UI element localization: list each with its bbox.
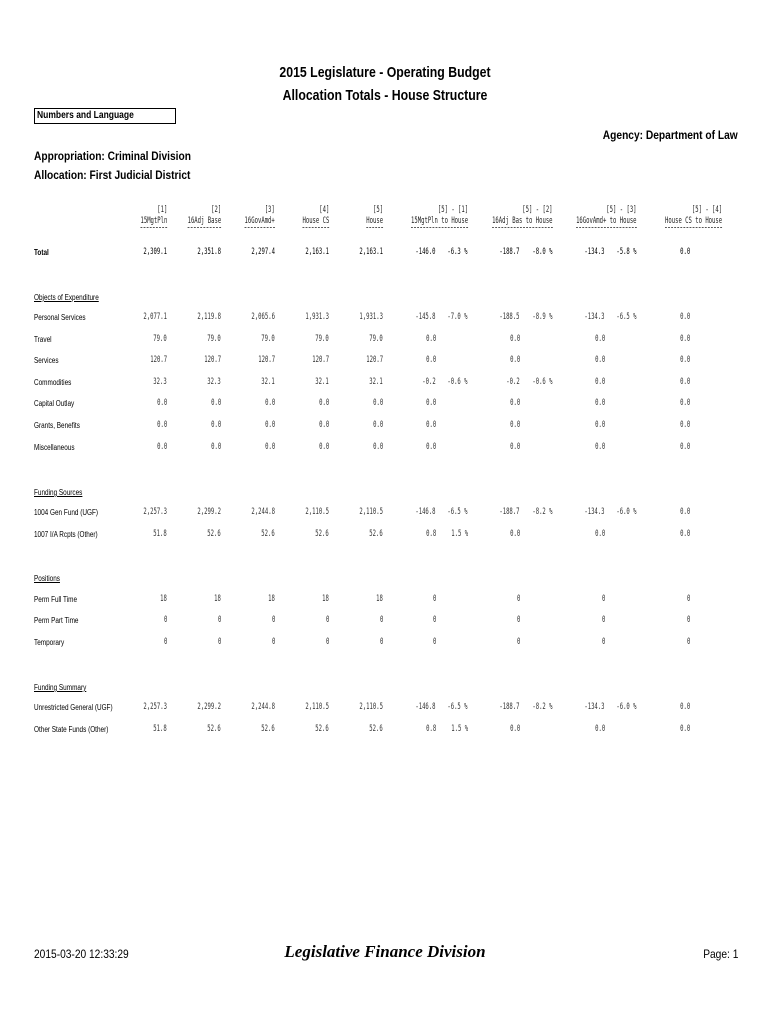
column-header: [665, 205, 722, 228]
cell-diff-pct: -8.2 %: [532, 507, 553, 517]
cell-diff: 0.0: [594, 377, 605, 387]
cell-value: 0.0: [156, 420, 167, 430]
cell-diff-pct: -0.6 %: [447, 377, 468, 387]
section-heading: Funding Summary: [34, 683, 87, 692]
cell-diff: 0: [432, 615, 436, 625]
cell-value: 2,257.3: [143, 507, 167, 517]
cell-diff: -145.8: [415, 312, 436, 322]
cell-value: 2,110.5: [359, 702, 383, 712]
column-header-label: 16Adj Base: [187, 216, 221, 226]
column-header: [366, 205, 383, 228]
cell-diff: 0: [601, 594, 605, 604]
cell-diff: 0.0: [594, 334, 605, 344]
cell-diff: 0: [686, 594, 690, 604]
cell-value: 32.3: [207, 377, 221, 387]
cell-diff-pct: -8.2 %: [532, 702, 553, 712]
row-label: Other State Funds (Other): [34, 725, 109, 734]
cell-value: 52.6: [369, 724, 383, 734]
cell-diff: 0.0: [509, 398, 520, 408]
cell-diff-pct: -8.9 %: [532, 312, 553, 322]
cell-value: 1,931.3: [359, 312, 383, 322]
row-label: Travel: [34, 335, 52, 344]
cell-value: 2,119.8: [197, 312, 221, 322]
row-label: Grants, Benefits: [34, 421, 80, 430]
column-header: [302, 205, 329, 228]
cell-diff: -188.7: [499, 507, 520, 517]
cell-diff: 0.0: [425, 420, 436, 430]
cell-value: 0: [217, 615, 221, 625]
row-label: Commodities: [34, 378, 72, 387]
cell-diff-pct: 1.5 %: [451, 724, 468, 734]
section-heading: Funding Sources: [34, 488, 83, 497]
cell-diff: 0.0: [679, 398, 690, 408]
cell-value: 18: [322, 594, 329, 604]
cell-value: 0.0: [372, 398, 383, 408]
cell-value: 79.0: [207, 334, 221, 344]
cell-diff: -134.3: [584, 247, 605, 257]
cell-value: 0.0: [318, 398, 329, 408]
section-heading: Positions: [34, 574, 60, 583]
cell-diff: 0.0: [425, 398, 436, 408]
column-header-number: [5] - [2]: [522, 205, 553, 215]
cell-value: 0.0: [372, 442, 383, 452]
cell-value: 2,065.6: [251, 312, 275, 322]
cell-value: 120.7: [150, 355, 167, 365]
cell-value: 0: [325, 637, 329, 647]
cell-value: 0: [379, 615, 383, 625]
cell-diff: 0.0: [679, 442, 690, 452]
cell-value: 0: [325, 615, 329, 625]
cell-diff: 0.0: [679, 724, 690, 734]
cell-diff: 0: [516, 594, 520, 604]
row-label: Miscellaneous: [34, 443, 75, 452]
cell-value: 0: [271, 615, 275, 625]
column-header-label: House: [366, 216, 383, 226]
column-header-number: [1]: [156, 205, 167, 215]
cell-value: 0.0: [264, 398, 275, 408]
cell-diff: 0.0: [594, 442, 605, 452]
cell-diff: 0: [601, 637, 605, 647]
cell-value: 1,931.3: [305, 312, 329, 322]
cell-value: 52.6: [207, 724, 221, 734]
cell-diff: 0: [686, 615, 690, 625]
cell-value: 32.1: [369, 377, 383, 387]
cell-diff: 0.0: [679, 247, 690, 257]
cell-diff: 0.0: [594, 724, 605, 734]
cell-diff-pct: -6.0 %: [616, 507, 637, 517]
cell-diff: 0.0: [509, 529, 520, 539]
cell-value: 18: [160, 594, 167, 604]
cell-value: 32.1: [315, 377, 329, 387]
cell-diff-pct: -5.8 %: [616, 247, 637, 257]
numbers-language-label: Numbers and Language: [37, 110, 134, 121]
cell-diff: -188.5: [499, 312, 520, 322]
column-header: [187, 205, 221, 228]
agency-label: Agency: Department of Law: [603, 128, 738, 142]
cell-diff: 0.0: [679, 355, 690, 365]
cell-value: 18: [214, 594, 221, 604]
cell-value: 0.0: [318, 442, 329, 452]
cell-value: 2,163.1: [359, 247, 383, 257]
cell-diff: -188.7: [499, 702, 520, 712]
cell-value: 2,244.8: [251, 507, 275, 517]
column-header: [411, 205, 468, 228]
cell-value: 0.0: [210, 420, 221, 430]
column-header: [493, 205, 553, 228]
cell-value: 52.6: [261, 724, 275, 734]
cell-diff-pct: -6.0 %: [616, 702, 637, 712]
cell-value: 0.0: [264, 442, 275, 452]
cell-diff: 0.0: [594, 529, 605, 539]
row-label: Perm Part Time: [34, 616, 79, 625]
column-header-number: [2]: [210, 205, 221, 215]
cell-value: 2,163.1: [305, 247, 329, 257]
cell-diff: -134.3: [584, 507, 605, 517]
cell-value: 52.6: [369, 529, 383, 539]
cell-value: 0: [163, 615, 167, 625]
column-header-number: [5] - [3]: [606, 205, 637, 215]
column-header-label: House CS to House: [664, 216, 722, 226]
cell-diff-pct: -6.5 %: [447, 507, 468, 517]
cell-value: 2,297.4: [251, 247, 275, 257]
cell-value: 79.0: [153, 334, 167, 344]
cell-diff: 0: [601, 615, 605, 625]
numbers-language-box: [34, 108, 176, 124]
cell-diff: 0.0: [509, 334, 520, 344]
cell-diff-pct: -8.0 %: [532, 247, 553, 257]
cell-value: 0.0: [210, 398, 221, 408]
cell-diff: -146.8: [415, 507, 436, 517]
row-label: Total: [34, 248, 49, 257]
cell-diff: -134.3: [584, 702, 605, 712]
cell-value: 120.7: [312, 355, 329, 365]
cell-diff-pct: -6.3 %: [447, 247, 468, 257]
row-label: Unrestricted General (UGF): [34, 703, 113, 712]
cell-value: 52.6: [315, 529, 329, 539]
column-header-label: House CS: [302, 216, 329, 226]
cell-value: 2,110.5: [305, 507, 329, 517]
column-header: [140, 205, 167, 228]
cell-diff: 0: [686, 637, 690, 647]
cell-diff: 0.0: [679, 420, 690, 430]
cell-diff-pct: -6.5 %: [447, 702, 468, 712]
cell-value: 32.3: [153, 377, 167, 387]
cell-value: 0.0: [210, 442, 221, 452]
cell-diff: 0.0: [679, 377, 690, 387]
cell-diff-pct: -0.6 %: [532, 377, 553, 387]
cell-value: 2,351.8: [197, 247, 221, 257]
cell-value: 2,110.5: [305, 702, 329, 712]
cell-value: 2,309.1: [143, 247, 167, 257]
cell-diff: -146.8: [415, 702, 436, 712]
cell-diff: -0.2: [422, 377, 436, 387]
cell-diff: 0: [432, 637, 436, 647]
cell-diff: -188.7: [499, 247, 520, 257]
column-header-label: 15MgtPln: [140, 216, 167, 226]
cell-diff: 0.0: [679, 529, 690, 539]
column-header-label: 16GovAmd+ to House: [576, 216, 637, 226]
cell-value: 0.0: [372, 420, 383, 430]
cell-diff-pct: -7.0 %: [447, 312, 468, 322]
column-header: [245, 205, 275, 228]
column-header-number: [5] - [4]: [691, 205, 722, 215]
cell-value: 0.0: [156, 398, 167, 408]
cell-diff: 0.0: [509, 724, 520, 734]
row-label: 1004 Gen Fund (UGF): [34, 508, 99, 517]
cell-value: 0: [271, 637, 275, 647]
cell-diff: 0.0: [425, 442, 436, 452]
cell-diff: 0.0: [679, 334, 690, 344]
row-label: Temporary: [34, 638, 65, 647]
cell-diff: 0.0: [594, 398, 605, 408]
cell-value: 120.7: [204, 355, 221, 365]
column-header-label: 16GovAmd+: [244, 216, 275, 226]
report-subtitle: Allocation Totals - House Structure: [282, 87, 488, 104]
column-header-number: [4]: [318, 205, 329, 215]
cell-value: 18: [376, 594, 383, 604]
footer-division: Legislative Finance Division: [284, 942, 486, 961]
cell-diff: 0.0: [509, 355, 520, 365]
footer-page-number: Page: 1: [702, 947, 738, 961]
cell-value: 79.0: [315, 334, 329, 344]
section-heading: Objects of Expenditure: [34, 293, 99, 302]
cell-value: 18: [268, 594, 275, 604]
cell-value: 79.0: [369, 334, 383, 344]
cell-diff: -134.3: [584, 312, 605, 322]
column-header-number: [5] - [1]: [437, 205, 468, 215]
cell-value: 52.6: [315, 724, 329, 734]
cell-diff: 0.0: [594, 355, 605, 365]
cell-diff: 0.0: [679, 507, 690, 517]
cell-diff: 0: [516, 637, 520, 647]
column-header: [577, 205, 637, 228]
allocation-label: Allocation: First Judicial District: [34, 168, 191, 182]
row-label: 1007 I/A Rcpts (Other): [34, 530, 98, 539]
cell-diff: 0.0: [509, 442, 520, 452]
cell-value: 2,257.3: [143, 702, 167, 712]
cell-diff: 0.8: [425, 529, 436, 539]
cell-value: 2,299.2: [197, 507, 221, 517]
cell-diff: 0.0: [679, 702, 690, 712]
cell-diff: 0: [516, 615, 520, 625]
row-label: Services: [34, 356, 59, 365]
cell-value: 52.6: [207, 529, 221, 539]
cell-diff: 0.0: [509, 420, 520, 430]
cell-diff: 0.0: [425, 334, 436, 344]
cell-value: 0: [217, 637, 221, 647]
cell-value: 51.8: [153, 724, 167, 734]
cell-value: 120.7: [366, 355, 383, 365]
row-label: Capital Outlay: [34, 399, 75, 408]
column-header-label: 16Adj Bas to House: [492, 216, 553, 226]
column-header-number: [5]: [372, 205, 383, 215]
column-header-label: 15MgtPln to House: [410, 216, 468, 226]
cell-diff-pct: -6.5 %: [616, 312, 637, 322]
cell-diff: 0.8: [425, 724, 436, 734]
cell-value: 120.7: [258, 355, 275, 365]
report-title: 2015 Legislature - Operating Budget: [279, 64, 491, 81]
cell-diff: -0.2: [506, 377, 520, 387]
cell-value: 51.8: [153, 529, 167, 539]
cell-value: 0.0: [318, 420, 329, 430]
cell-diff: 0.0: [679, 312, 690, 322]
footer-timestamp: 2015-03-20 12:33:29: [34, 947, 129, 961]
cell-value: 2,077.1: [143, 312, 167, 322]
cell-value: 2,299.2: [197, 702, 221, 712]
cell-diff-pct: 1.5 %: [451, 529, 468, 539]
cell-value: 2,244.8: [251, 702, 275, 712]
cell-value: 0.0: [264, 420, 275, 430]
cell-value: 0: [379, 637, 383, 647]
cell-diff: 0: [432, 594, 436, 604]
appropriation-label: Appropriation: Criminal Division: [34, 149, 191, 163]
cell-value: 32.1: [261, 377, 275, 387]
cell-value: 52.6: [261, 529, 275, 539]
cell-value: 0.0: [156, 442, 167, 452]
row-label: Perm Full Time: [34, 595, 78, 604]
cell-value: 79.0: [261, 334, 275, 344]
cell-diff: -146.0: [415, 247, 436, 257]
row-label: Personal Services: [34, 313, 86, 322]
cell-value: 2,110.5: [359, 507, 383, 517]
column-header-number: [3]: [264, 205, 275, 215]
cell-diff: 0.0: [425, 355, 436, 365]
cell-diff: 0.0: [594, 420, 605, 430]
cell-value: 0: [163, 637, 167, 647]
